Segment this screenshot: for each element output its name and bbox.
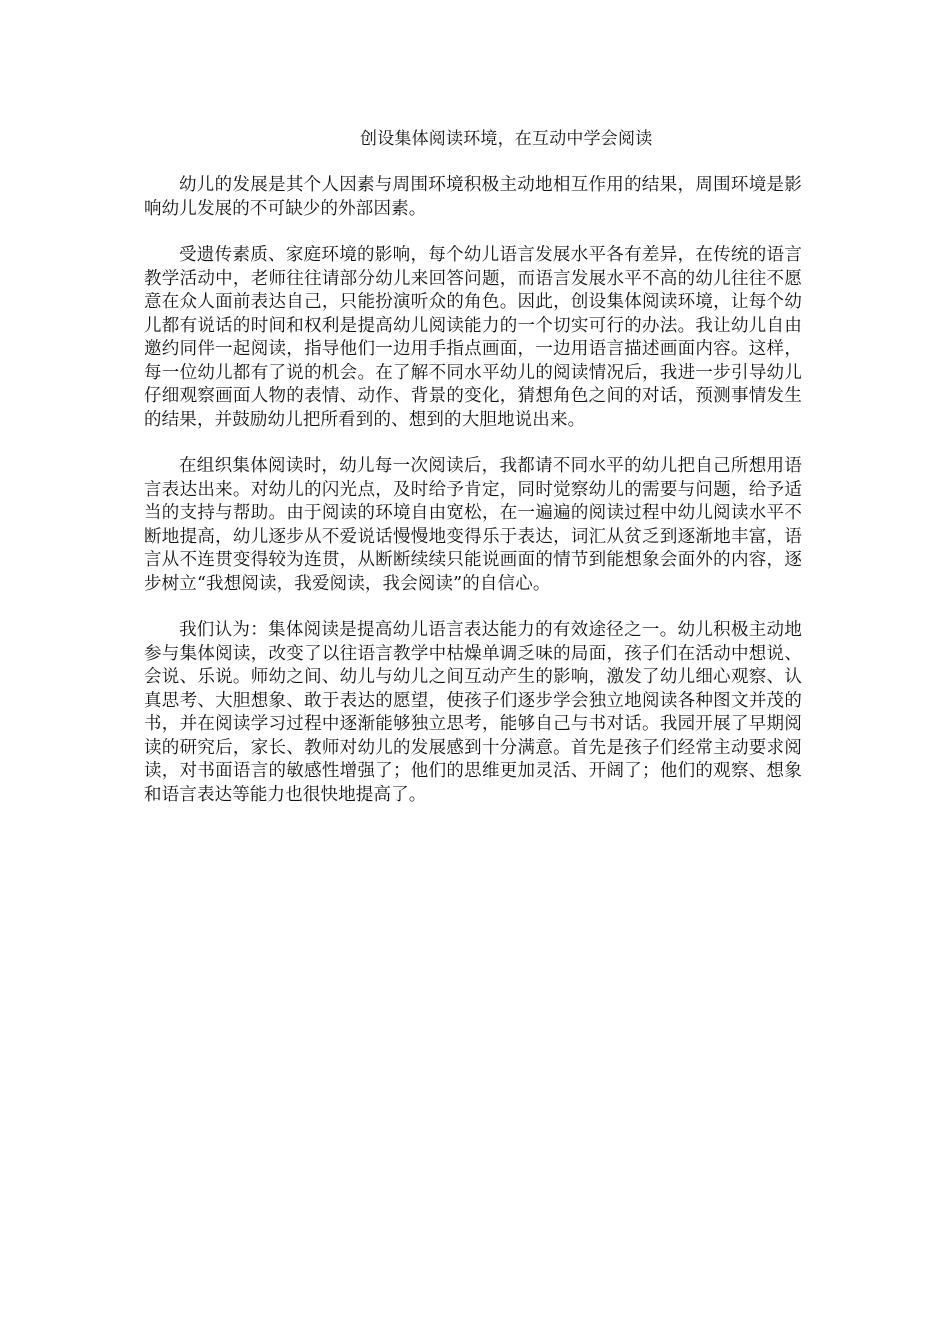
paragraph-4: 我们认为：集体阅读是提高幼儿语言表达能力的有效途径之一。幼儿积极主动地参与集体阅读，改变了以往语言教学中枯燥单调乏味的局面，孩子们在活动中想说、会说、乐说。师幼之间、幼儿与幼儿之间互动产生的影响，激发了幼儿细心观察、认真思考、大胆想象、敢于表达的愿望，使孩子们逐步学会独立地阅读各种图文并茂的书，并在阅读学习过程中逐渐能够独立思考，能够自己与书对话。我园开展了早期阅读的研究后，家长、教师对幼儿的发展感到十分满意。首先是孩子们经常主动要求阅读，对书面语言的敏感性增强了；他们的思维更加灵活、开阔了；他们的观察、想象和语言表达等能力也很快地提高了。 [144,620,802,805]
document-body [144,174,802,830]
document-title: 创设集体阅读环境，在互动中学会阅读 [360,129,653,149]
paragraph-2: 受遗传素质、家庭环境的影响，每个幼儿语言发展水平各有差异，在传统的语言教学活动中，老师往往请部分幼儿来回答问题，而语言发展水平不高的幼儿往往不愿意在众人面前表达自己，只能扮演听众的角色。因此，创设集体阅读环境，让每个幼儿都有说话的时间和权利是提高幼儿阅读能力的一个切实可行的办法。我让幼儿自由邀约同伴一起阅读，指导他们一边用手指点画面，一边用语言描述画面内容。这样，每一位幼儿都有了说的机会。在了解不同水平幼儿的阅读情况后，我进一步引导幼儿仔细观察画面人物的表情、动作、背景的变化，猜想角色之间的对话，预测事情发生的结果，并鼓励幼儿把所看到的、想到的大胆地说出来。 [144,245,802,430]
paragraph-1: 幼儿的发展是其个人因素与周围环境积极主动地相互作用的结果，周围环境是影响幼儿发展的不可缺少的外部因素。 [144,175,802,219]
paragraph-3: 在组织集体阅读时，幼儿每一次阅读后，我都请不同水平的幼儿把自己所想用语言表达出来。对幼儿的闪光点，及时给予肯定，同时觉察幼儿的需要与问题，给予适当的支持与帮助。由于阅读的环境自由宽松，在一遍遍的阅读过程中幼儿阅读水平不断地提高，幼儿逐步从不爱说话慢慢地变得乐于表达，词汇从贫乏到逐渐地丰富，语言从不连贯变得较为连贯，从断断续续只能说画面的情节到能想象会面外的内容，逐步树立“我想阅读，我爱阅读，我会阅读”的自信心。 [144,456,802,594]
